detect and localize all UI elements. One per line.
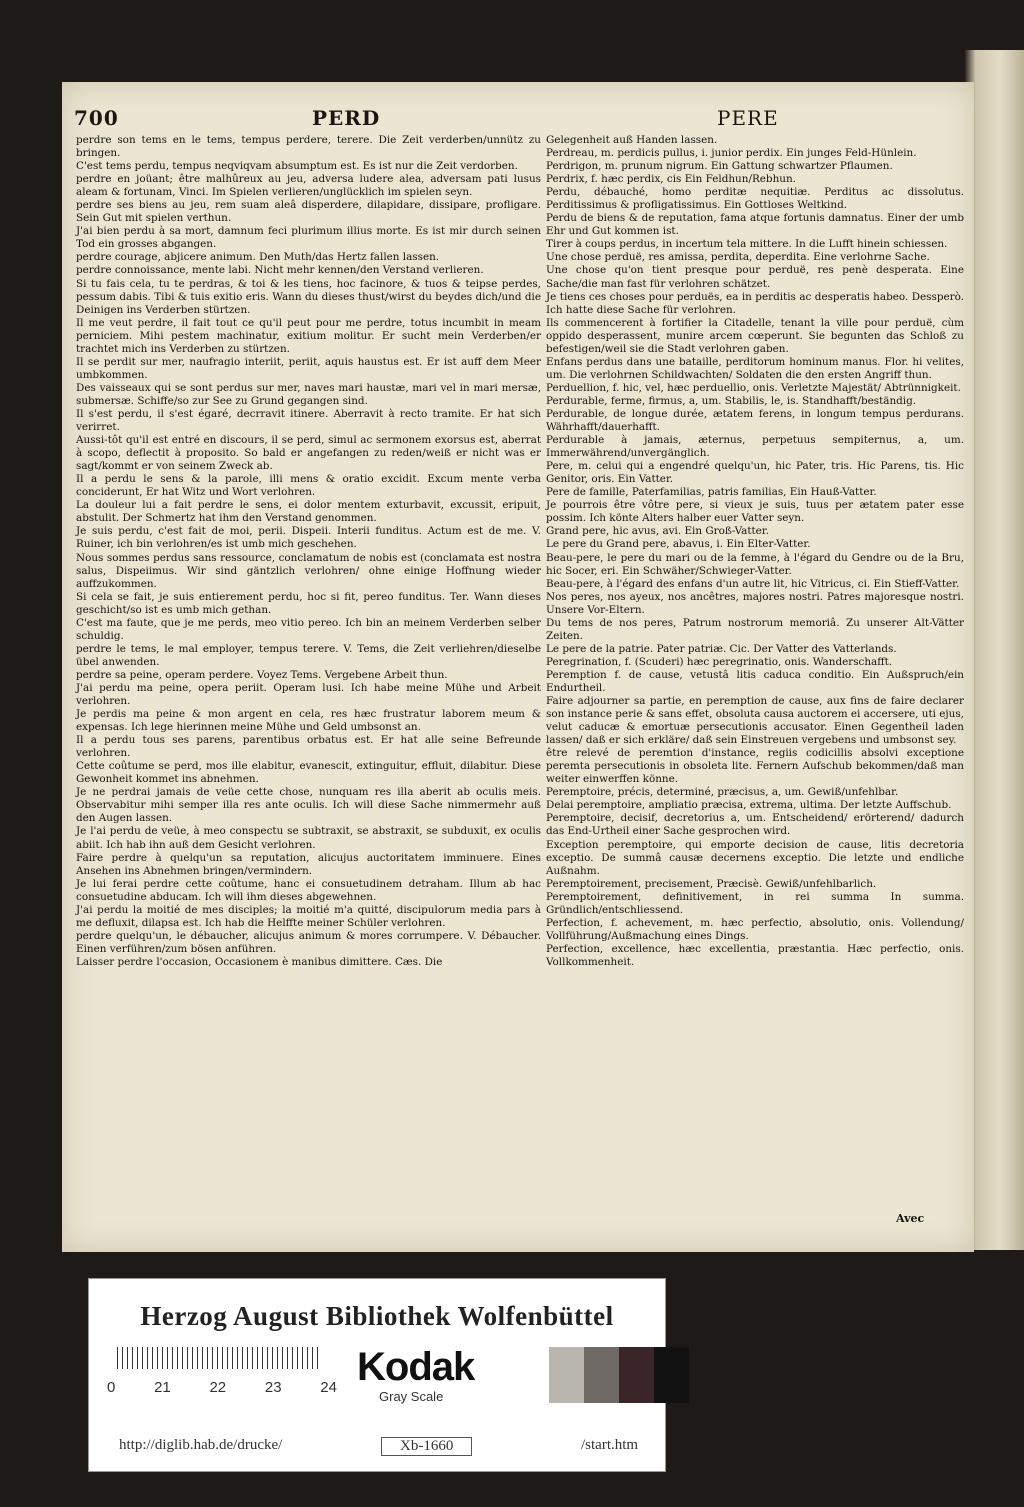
dictionary-entry: Il me veut perdre, il fait tout ce qu'il peut pour me perdre, totus incumbit in meam perniciem. Mihi pestem machinatur, exitium molitur. Er sucht mein Verderben/er trachtet mich ins Verderben zu stürtzen. [76, 316, 541, 355]
dictionary-entry: Perdrigon, m. prunum nigrum. Ein Gattung schwartzer Pflaumen. [546, 160, 893, 173]
dictionary-entry: Peregrination, f. (Scuderi) hæc peregrinatio, onis. Wanderschafft. [546, 655, 893, 668]
gray-scale-swatches [549, 1347, 689, 1403]
dictionary-entry: Perfection, excellence, hæc excellentia, præstantia. Hæc perfectio, onis. Vollkommenheit. [546, 942, 964, 968]
gray-swatch [584, 1347, 619, 1403]
dictionary-entry: perdre sa peine, operam perdere. Voyez Tems. Vergebene Arbeit thun. [76, 668, 448, 681]
dictionary-entry: Nos peres, nos ayeux, nos ancêtres, majores nostri. Patres majoresque nostri. Unsere Vor-Eltern. [546, 590, 964, 616]
dictionary-entry: Je ne perdrai jamais de veüe cette chose, nunquam res illa aberit ab oculis meis. Observabitur mihi semper illa res ante oculis. Ich will diese Sache nimmermehr auß den Augen lassen. [76, 786, 541, 825]
left-column [76, 134, 541, 969]
dictionary-entry: Perdu de biens & de reputation, fama atque fortunis damnatus. Einer der umb Ehr und Gut kommen ist. [546, 212, 964, 238]
gray-swatch [619, 1347, 654, 1403]
dictionary-entry: Je pourrois être vôtre pere, si vieux je suis, tuus per ætatem pater esse possim. Ich könte Alters halber euer Vatter seyn. [546, 499, 964, 525]
headword-right: PERE [717, 106, 779, 130]
headword-left: PERD [312, 106, 381, 130]
dictionary-entry: Une chose perduë, res amissa, perdita, deperdita. Eine verlohrne Sache. [546, 251, 930, 264]
dictionary-entry: Peremptoirement, precisement, Præcisè. Gewiß/unfehlbarlich. [546, 877, 877, 890]
dictionary-entry: J'ai perdu ma peine, opera periit. Operam lusi. Ich habe meine Mühe und Arbeit verlohren. [76, 681, 541, 708]
dictionary-entry: Perdu, débauché, homo perditæ nequitiæ. Perditus ac dissolutus. Perditissimus & profligatissimus. Ein Gottloses Weltkind. [546, 186, 964, 212]
dictionary-entry: Cette coûtume se perd, mos ille elabitur, evanescit, extinguitur, effluit, dilabitur. Diese Gewonheit kommet ins abnehmen. [76, 760, 541, 786]
dictionary-entry: La douleur lui a fait perdre le sens, ei dolor mentem exturbavit, excussit, eripuit, abstulit. Der Schmertz hat ihm den Verstand genommen. [76, 499, 541, 525]
right-column [546, 134, 964, 969]
dictionary-entry: Aussi-tôt qu'il est entré en discours, il se perd, simul ac sermonem exorsus est, aberrat à scopo, deflectit à proposito. So bald er angefangen zu reden/weiß er nicht was er sagt/kommt er von seinem Zweck ab. [76, 434, 541, 473]
dictionary-entry: Beau-pere, à l'égard des enfans d'un autre lit, hic Vitricus, ci. Ein Stieff-Vatter. [546, 577, 960, 590]
dictionary-entry: Pere de famille, Paterfamilias, patris familias, Ein Hauß-Vatter. [546, 486, 877, 499]
ruler-tick-label: 24 [320, 1379, 337, 1396]
dictionary-entry: Je suis perdu, c'est fait de moi, perii. Dispeii. Interii funditus. Actum est de me. V. Ruiner, ich bin verlohren/es ist umb mich geschehen. [76, 525, 541, 551]
dictionary-entry: Des vaisseaux qui se sont perdus sur mer, naves mari haustæ, mari vel in mari mersæ, submersæ. Schiffe/so zur See zu Grund gegangen sind. [76, 381, 541, 407]
dictionary-entry: perdre connoissance, mente labi. Nicht mehr kennen/den Verstand verlieren. [76, 264, 484, 277]
url-right: /start.htm [581, 1437, 639, 1453]
dictionary-entry: J'ai perdu la moitié de mes disciples; la moitié m'a quitté, discipulorum media pars à me defluxit, dilapsa est. Ich hab die Helffte meiner Schüler verlohren. [76, 903, 541, 929]
dictionary-entry: Le pere de la patrie. Pater patriæ. Cic. Der Vatter des Vatterlands. [546, 642, 897, 655]
dictionary-entry: Ils commencerent à fortifier la Citadelle, tenant la ville pour perduë, cùm oppido desperassent, munire arcem cœperunt. Sie begunten das Schloß zu befestigen/weil sie die Stadt verlohren gaben. [546, 316, 964, 355]
ruler-ticks [107, 1379, 337, 1396]
dictionary-entry: Enfans perdus dans une bataille, perditorum hominum manus. Flor. hi velites, um. Die verlohrnen Schildwachten/ Soldaten die den ersten Angriff thun. [546, 355, 964, 381]
dictionary-entry: Une chose qu'on tient presque pour perduë, res penè desperata. Eine Sache/die man fast für verlohren schätzet. [546, 264, 964, 290]
dictionary-entry: perdre en joüant; être malhûreux au jeu, adversa ludere alea, adversam pati lusus aleam & fortunam, Vinci. Im Spielen verlieren/unglücklich im spielen seyn. [76, 173, 541, 199]
dictionary-entry: Du tems de nos peres, Patrum nostrorum memoriâ. Zu unserer Alt-Vätter Zeiten. [546, 616, 964, 642]
dictionary-entry: Perfection, f. achevement, m. hæc perfectio, absolutio, onis. Vollendung/ Vollführung/Außmachung eines Dings. [546, 916, 964, 942]
dictionary-entry: perdre ses biens au jeu, rem suam aleâ disperdere, dilapidare, dissipare, profligare. Sein Gut mit spielen verthun. [76, 199, 541, 225]
catchword: Avec [896, 1212, 925, 1225]
ruler-tick-label: 23 [264, 1379, 282, 1396]
kodak-logo: Kodak [357, 1345, 475, 1389]
ruler-tick-label: 0 [107, 1379, 116, 1396]
dictionary-entry: Il a perdu tous ses parens, parentibus orbatus est. Er hat alle seine Befreunde verlohren. [76, 734, 541, 760]
dictionary-entry: Nous sommes perdus sans ressource, conclamatum de nobis est (conclamata est nostra salus, Dispeiimus. Wir sind gäntzlich verlohren/ ohne einige Hoffnung wieder auffzukommen. [76, 551, 541, 590]
dictionary-entry: Peremptoire, précis, determiné, præcisus, a, um. Gewiß/unfehlbar. [546, 786, 899, 799]
ruler-tick-label: 21 [154, 1379, 171, 1396]
ruler-tick-label: 22 [209, 1379, 227, 1396]
dictionary-entry: perdre quelqu'un, le débaucher, alicujus animum & mores corrumpere. V. Débaucher. Einen verführen/zum bösen anführen. [76, 929, 541, 955]
dictionary-entry: Laisser perdre l'occasion, Occasionem è manibus dimittere. Cæs. Die [76, 955, 443, 968]
dictionary-entry: Je l'ai perdu de veüe, à meo conspectu se subtraxit, se abstraxit, se subduxit, ex oculis abiit. Ich hab ihn auß dem Gesicht verlohren. [76, 825, 541, 851]
dictionary-entry: Peremption f. de cause, vetustâ litis caduca conditio. Ein Außspruch/ein Endurtheil. [546, 668, 964, 694]
dictionary-entry: Perdrix, f. hæc perdix, cis Ein Feldhun/Rebhun. [546, 173, 796, 186]
gray-scale-label: Gray Scale [379, 1389, 444, 1404]
dictionary-entry: Je tiens ces choses pour perduës, ea in perditis ac desperatis habeo. Dessperò. Ich hatte diese Sache für verlohren. [546, 290, 964, 316]
dictionary-entry: C'est tems perdu, tempus neqviqvam absumptum est. Es ist nur die Zeit verdorben. [76, 160, 518, 173]
dictionary-entry: Delai peremptoire, ampliatio præcisa, extrema, ultima. Der letzte Auffschub. [546, 799, 952, 812]
dictionary-entry: C'est ma faute, que je me perds, meo vitio pereo. Ich bin an meinem Verderben selber schuldig. [76, 616, 541, 642]
dictionary-entry: Il se perdit sur mer, naufragio interiit, periit, aquis haustus est. Er ist auff dem Meer umbkommen. [76, 355, 541, 381]
dictionary-entry: Faire adjourner sa partie, en peremption de cause, aux fins de faire declarer son instance perie & sans effet, obsoluta causa auctorem ei accersere, uti ejus, velut caducæ & emortuæ persecutionis accusator. Einen Gegentheil laden lassen/ daß er sich erkläre/ daß sein Einstreuen vergebens und umbsonst sey. [546, 695, 964, 747]
dictionary-entry: perdre courage, abjicere animum. Den Muth/das Hertz fallen lassen. [76, 251, 440, 264]
dictionary-entry: Perdreau, m. perdicis pullus, i. junior perdix. Ein junges Feld-Hünlein. [546, 147, 917, 160]
book-page [62, 82, 974, 1252]
page-number: 700 [74, 106, 119, 130]
url-left: http://diglib.hab.de/drucke/ [119, 1437, 283, 1453]
scan-target-card [88, 1278, 666, 1472]
gray-swatch [549, 1347, 584, 1403]
dictionary-entry: Si cela se fait, je suis entierement perdu, hoc si fit, pereo funditus. Ter. Wann dieses geschicht/so ist es umb mich gethan. [76, 590, 541, 616]
dictionary-entry: Perdurable, ferme, firmus, a, um. Stabilis, le, is. Standhafft/beständig. [546, 394, 917, 407]
dictionary-entry: être relevé de peremtion d'instance, regiis codicillis absolvi exceptione peremta persecutionis in obsoleta lite. Fernern Aufschub bekommen/daß man weiter einwerffen könne. [546, 747, 964, 786]
dictionary-entry: Exception peremptoire, qui emporte decision de cause, litis decretoria exceptio. De summâ causæ decernens exceptio. Die letzte und endliche Außnahm. [546, 838, 964, 877]
dictionary-entry: Pere, m. celui qui a engendré quelqu'un, hic Pater, tris. Hic Parens, tis. Hic Genitor, oris. Ein Vatter. [546, 460, 964, 486]
dictionary-entry: Beau-pere, le pere du mari ou de la femme, à l'égard du Gendre ou de la Bru, hic Socer, eri. Ein Schwäher/Schwieger-Vatter. [546, 551, 964, 577]
dictionary-entry: Perduellion, f. hic, vel, hæc perduellio, onis. Verletzte Majestät/ Abtrünnigkeit. [546, 381, 961, 394]
shelfmark: Xb-1660 [381, 1437, 472, 1456]
dictionary-entry: perdre son tems en le tems, tempus perdere, terere. Die Zeit verderben/unnütz zu bringen. [76, 134, 541, 160]
dictionary-entry: Je lui ferai perdre cette coûtume, hanc ei consuetudinem detraham. Illum ab hac consuetudine abducam. Ich will ihm dieses abgewehnen. [76, 877, 541, 903]
dictionary-entry: Perdurable, de longue durée, ætatem ferens, in longum tempus perdurans. Währhafft/dauerhafft. [546, 407, 964, 434]
ruler-scale [117, 1347, 321, 1369]
dictionary-entry: Perdurable à jamais, æternus, perpetuus sempiternus, a, um. Immerwährend/unvergänglich. [546, 434, 964, 460]
gray-swatch [654, 1347, 689, 1403]
dictionary-entry: Grand pere, hic avus, avi. Ein Groß-Vatter. [546, 525, 769, 538]
dictionary-entry: Peremptoirement, definitivement, in rei summa In summa. Gründlich/entschliessend. [546, 890, 964, 916]
dictionary-entry: Tirer à coups perdus, in incertum tela mittere. In die Lufft hinein schiessen. [546, 238, 948, 251]
dictionary-entry: J'ai bien perdu à sa mort, damnum feci plurimum illius morte. Es ist mir durch seinen Tod ein grosses abgangen. [76, 225, 541, 251]
dictionary-entry: Le pere du Grand pere, abavus, i. Ein Elter-Vatter. [546, 538, 811, 551]
dictionary-entry: Il a perdu le sens & la parole, illi mens & oratio excidit. Excum mente verba conciderunt, Er hat Witz und Wort verlohren. [76, 473, 541, 499]
dictionary-entry: Je perdis ma peine & mon argent en cela, res hæc frustratur laborem meum & expensas. Ich lege hierinnen meine Mühe und Geld umbsonst an. [76, 708, 541, 734]
dictionary-entry: Il s'est perdu, il s'est égaré, decrravit itinere. Aberravit à recto tramite. Er hat sich verirret. [76, 407, 541, 434]
dictionary-entry: Peremptoire, decisif, decretorius a, um. Entscheidend/ erörterend/ dadurch das End-Urtheil einer Sache gesprochen wird. [546, 812, 964, 838]
dictionary-entry: Si tu fais cela, tu te perdras, & toi & les tiens, hoc facinore, & tuos & teipse perdes, pessum dabis. Tibi & tuis exitio eris. Wann du dieses thust/wirst du beydes dich/und die Deinigen ins Verderben stürtzen. [76, 277, 541, 316]
dictionary-entry: Faire perdre à quelqu'un sa reputation, alicujus auctoritatem imminuere. Eines Ansehen ins Abnehmen bringen/vermindern. [76, 851, 541, 877]
library-name: Herzog August Bibliothek Wolfenbüttel [140, 1301, 614, 1331]
dictionary-entry: Gelegenheit auß Handen lassen. [546, 134, 718, 146]
dictionary-entry: perdre le tems, le mal employer, tempus terere. V. Tems, die Zeit verliehren/dieselbe übel anwenden. [76, 642, 541, 668]
